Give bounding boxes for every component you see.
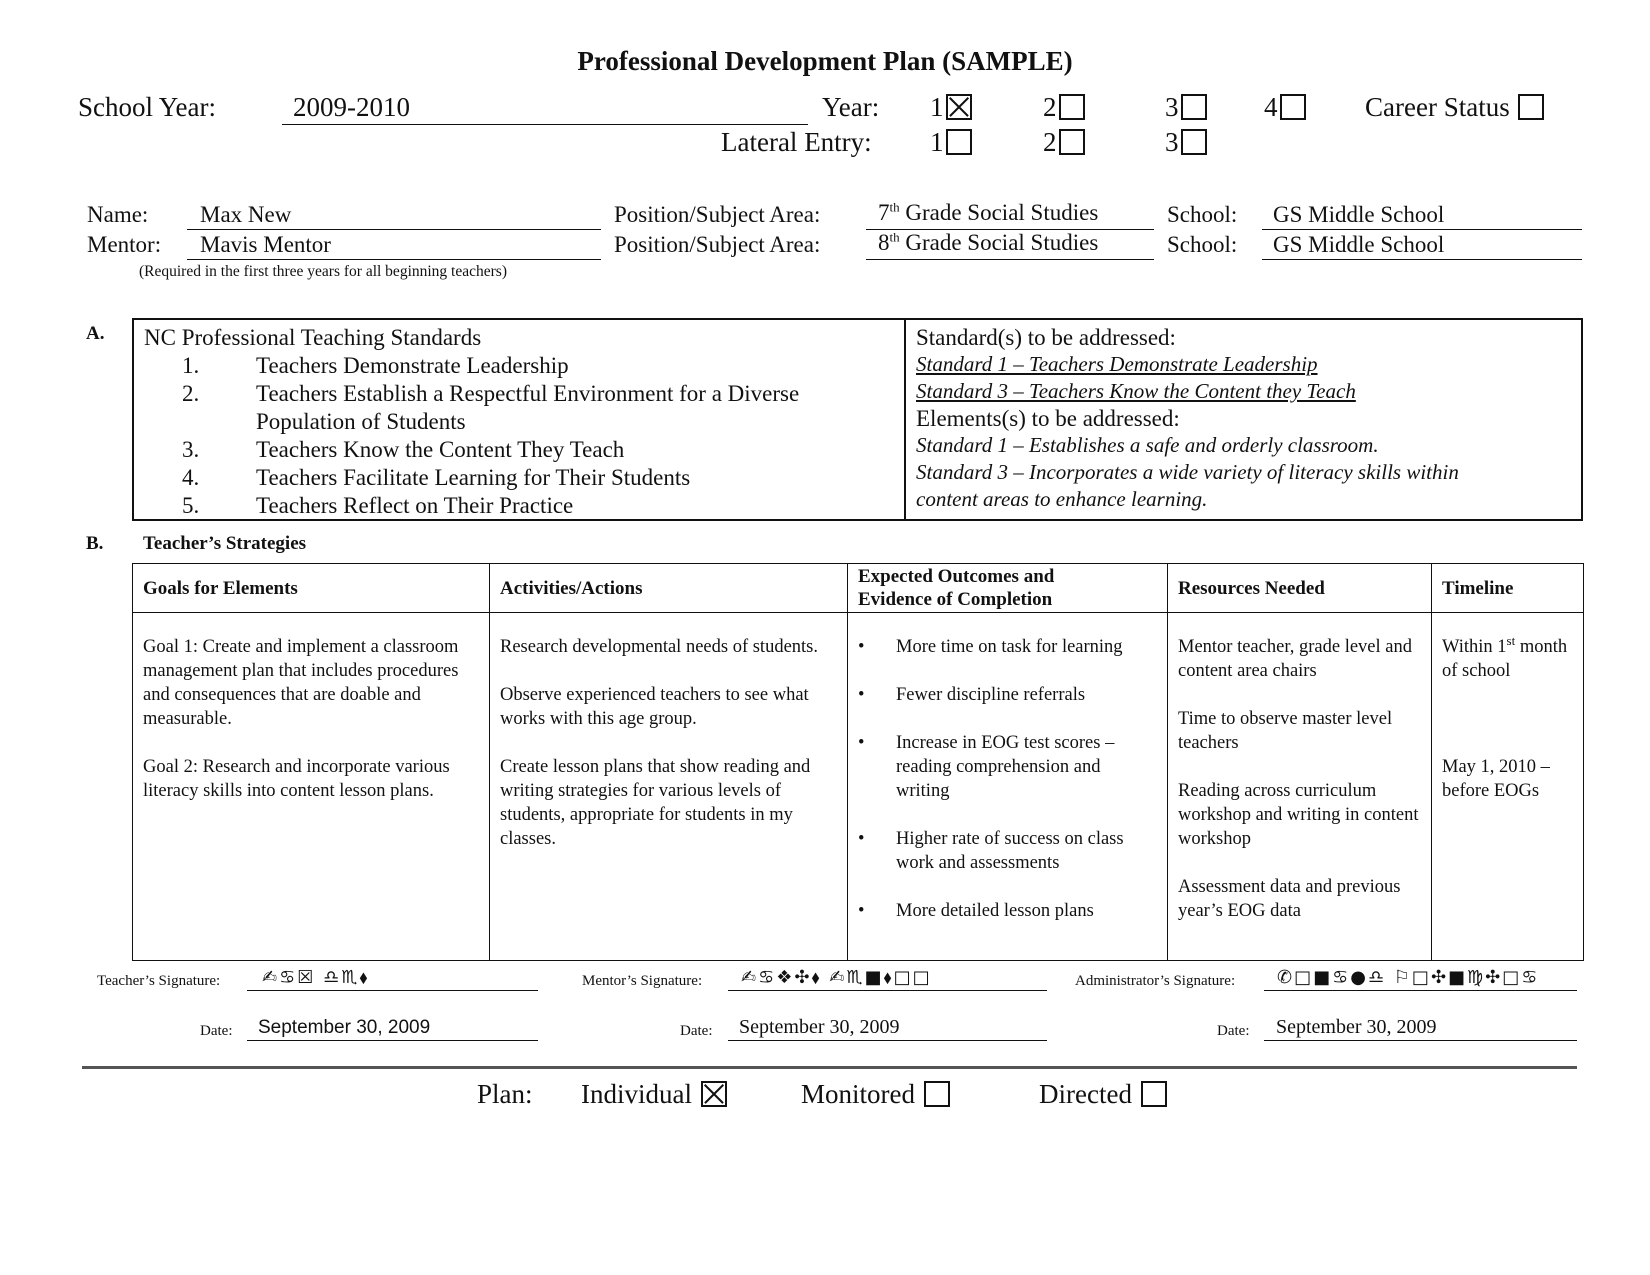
activity-item: Observe experienced teachers to see what works with this age group. xyxy=(500,685,809,729)
year-label: Year: xyxy=(822,92,880,122)
checkbox-icon[interactable] xyxy=(1059,129,1085,155)
school-underline-1 xyxy=(1262,229,1582,230)
standards-heading: NC Professional Teaching Standards xyxy=(144,325,482,350)
outcomes-cell xyxy=(848,613,1168,961)
standard-addressed-item: Standard 1 – Teachers Demonstrate Leadership xyxy=(916,352,1318,376)
admin-signature-label: Administrator’s Signature: xyxy=(1075,973,1236,989)
teacher-signature-line xyxy=(247,990,538,991)
section-b-letter: B. xyxy=(86,533,104,554)
admin-date: September 30, 2009 xyxy=(1276,1016,1437,1038)
column-header: Resources Needed xyxy=(1168,564,1432,613)
teacher-date-line xyxy=(247,1040,538,1041)
checkbox-checked-icon[interactable] xyxy=(701,1081,727,1107)
resources-cell xyxy=(1168,613,1432,961)
position-label-2: Position/Subject Area: xyxy=(614,232,821,257)
name-value: Max New xyxy=(200,202,292,227)
plan-directed[interactable]: Directed xyxy=(1039,1079,1167,1110)
column-header: Activities/Actions xyxy=(490,564,848,613)
checkbox-icon[interactable] xyxy=(1280,94,1306,120)
checkbox-icon[interactable] xyxy=(1518,94,1544,120)
lateral-option-1[interactable]: 1 xyxy=(930,127,972,158)
school-value-2: GS Middle School xyxy=(1273,232,1445,257)
mentor-signature: ✍♋❖✣⬧ ✍♏■⬧□□ xyxy=(741,967,932,988)
year-option-3[interactable]: 3 xyxy=(1165,92,1207,123)
checkbox-checked-icon[interactable] xyxy=(946,94,972,120)
goal-item: Goal 2: Research and incorporate various literacy skills into content lesson plans. xyxy=(143,757,450,801)
name-label: Name: xyxy=(87,202,149,227)
checkbox-icon[interactable] xyxy=(1059,94,1085,120)
outcome-item: • Increase in EOG test scores – reading comprehension and writing xyxy=(858,731,1157,803)
teacher-date-label: Date: xyxy=(200,1023,233,1039)
element-item: Standard 3 – Incorporates a wide variety of literacy skills within xyxy=(916,460,1459,484)
standard-addressed-item: Standard 3 – Teachers Know the Content they Teach xyxy=(916,379,1356,403)
table-row xyxy=(133,613,1584,961)
activity-item: Research developmental needs of students. xyxy=(500,637,818,657)
school-label-2: School: xyxy=(1167,232,1238,257)
position-value-2: 8th Grade Social Studies xyxy=(878,229,1099,255)
name-underline xyxy=(187,229,601,230)
section-a-box xyxy=(132,318,1583,521)
mentor-note: (Required in the first three years for all beginning teachers) xyxy=(139,263,507,280)
standard-item: 5. Teachers Reflect on Their Practice xyxy=(182,493,574,518)
position-label-1: Position/Subject Area: xyxy=(614,202,821,227)
goals-cell xyxy=(133,613,490,961)
standard-item: 1. Teachers Demonstrate Leadership xyxy=(182,353,569,378)
mentor-signature-label: Mentor’s Signature: xyxy=(582,973,703,989)
table-header-row xyxy=(133,564,1584,613)
admin-date-label: Date: xyxy=(1217,1023,1250,1039)
mentor-label: Mentor: xyxy=(87,232,162,257)
career-status[interactable]: Career Status xyxy=(1365,92,1544,123)
checkbox-icon[interactable] xyxy=(1181,94,1207,120)
activity-item: Create lesson plans that show reading and writing strategies for various levels of students, appropriate for students in my classes. xyxy=(500,757,811,849)
plan-individual[interactable]: Individual xyxy=(581,1079,727,1110)
outcome-item: • Higher rate of success on class work and assessments xyxy=(858,827,1157,875)
school-year-value: 2009-2010 xyxy=(293,92,410,122)
resource-item: Assessment data and previous year’s EOG data xyxy=(1178,877,1401,921)
plan-monitored[interactable]: Monitored xyxy=(801,1079,950,1110)
element-item: Standard 1 – Establishes a safe and orderly classroom. xyxy=(916,433,1379,457)
section-a-divider xyxy=(904,320,906,519)
resource-item: Mentor teacher, grade level and content area chairs xyxy=(1178,637,1412,681)
checkbox-icon[interactable] xyxy=(946,129,972,155)
resource-item: Reading across curriculum workshop and writing in content workshop xyxy=(1178,781,1419,849)
mentor-value: Mavis Mentor xyxy=(200,232,331,257)
standard-item: 2. Teachers Establish a Respectful Environment for a Diverse xyxy=(182,381,800,406)
lateral-entry-label: Lateral Entry: xyxy=(721,127,872,157)
column-header: Goals for Elements xyxy=(133,564,490,613)
school-year-label: School Year: xyxy=(78,92,217,122)
admin-signature-line xyxy=(1264,990,1577,991)
teacher-date: September 30, 2009 xyxy=(258,1017,431,1038)
page-title: Professional Development Plan (SAMPLE) xyxy=(577,46,1073,76)
standard-item: Population of Students xyxy=(256,409,466,434)
outcome-item: • Fewer discipline referrals xyxy=(858,683,1157,707)
outcome-item: • More detailed lesson plans xyxy=(858,899,1157,923)
lateral-option-3[interactable]: 3 xyxy=(1165,127,1207,158)
timeline-item: May 1, 2010 – before EOGs xyxy=(1442,757,1550,801)
goal-item: Goal 1: Create and implement a classroom management plan that includes procedures and consequences that are doable and measurable. xyxy=(143,637,459,729)
section-b-heading: Teacher’s Strategies xyxy=(143,533,307,554)
school-year-underline xyxy=(282,124,808,125)
mentor-signature-line xyxy=(728,990,1047,991)
column-header: Timeline xyxy=(1432,564,1584,613)
mentor-underline xyxy=(187,259,601,260)
standards-addressed-label: Standard(s) to be addressed: xyxy=(916,325,1176,350)
strategies-table xyxy=(132,563,1584,961)
activities-cell xyxy=(490,613,848,961)
plan-label: Plan: xyxy=(477,1079,533,1109)
elements-label: Elements(s) to be addressed: xyxy=(916,406,1180,431)
lateral-option-2[interactable]: 2 xyxy=(1043,127,1085,158)
checkbox-icon[interactable] xyxy=(924,1081,950,1107)
section-a-letter: A. xyxy=(86,323,105,344)
standards-addressed xyxy=(916,324,1459,513)
teacher-signature-label: Teacher’s Signature: xyxy=(97,973,221,989)
year-option-4[interactable]: 4 xyxy=(1264,92,1306,123)
school-label-1: School: xyxy=(1167,202,1238,227)
standard-item: 3. Teachers Know the Content They Teach xyxy=(182,437,625,462)
admin-signature: ✆□■♋●♎ ⚐□✣■♍✣□♋ xyxy=(1277,967,1540,988)
mentor-date-label: Date: xyxy=(680,1023,713,1039)
checkbox-icon[interactable] xyxy=(1141,1081,1167,1107)
school-value-1: GS Middle School xyxy=(1273,202,1445,227)
checkbox-icon[interactable] xyxy=(1181,129,1207,155)
teaching-standards-list xyxy=(144,324,799,520)
column-header: Expected Outcomes and Evidence of Completion xyxy=(848,564,1168,613)
position-underline-2 xyxy=(866,259,1154,260)
school-underline-2 xyxy=(1262,259,1582,260)
footer-divider xyxy=(82,1066,1577,1069)
standard-item: 4. Teachers Facilitate Learning for Their Students xyxy=(182,465,691,490)
timeline-cell xyxy=(1432,613,1584,961)
admin-date-line xyxy=(1264,1040,1577,1041)
outcome-item: • More time on task for learning xyxy=(858,635,1157,659)
timeline-item: Within 1st month of school xyxy=(1442,632,1568,681)
year-option-2[interactable]: 2 xyxy=(1043,92,1085,123)
position-value-1: 7th Grade Social Studies xyxy=(878,199,1099,225)
mentor-date-line xyxy=(728,1040,1047,1041)
resource-item: Time to observe master level teachers xyxy=(1178,709,1393,753)
teacher-signature: ✍♋☒ ♎♏⬧ xyxy=(262,967,370,988)
element-item: content areas to enhance learning. xyxy=(916,487,1208,511)
mentor-date: September 30, 2009 xyxy=(739,1016,900,1038)
year-option-1[interactable]: 1 xyxy=(930,92,972,123)
